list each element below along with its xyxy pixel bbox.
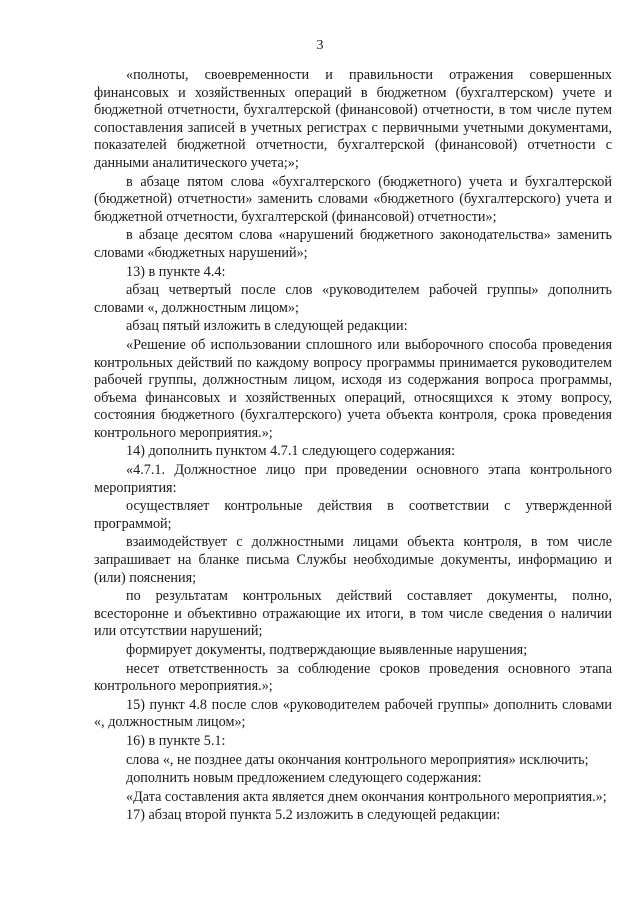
item-15-paragraph: 15) пункт 4.8 после слов «руководителем рабочей группы» дополнить словами «, должностным лицом»; xyxy=(94,696,612,731)
paragraph-fourth-clause: абзац четвертый после слов «руководителем рабочей группы» дополнить словами «, должностным лицом»; xyxy=(94,282,612,316)
paragraph-tenth-clause: в абзаце десятом слова «нарушений бюджетного законодательства» заменить словами «бюджетных нарушений»; xyxy=(94,227,612,261)
paragraph-act-date: «Дата составления акта является днем окончания контрольного мероприятия.»; xyxy=(126,788,607,805)
item-14-heading: 14) дополнить пунктом 4.7.1 следующего содержания: xyxy=(126,443,456,460)
paragraph-decision-quote: «Решение об использовании сплошного или выборочного способа проведения контрольных действий по каждому вопросу программы принимается руководителем рабочей группы, должностным лицом, исходя из содержания вопроса программы, объема финансовых и хозяйственных операций, относящихся к этому вопросу, состояния бюджетного (бухгалтерского) учета объекта контроля, срока проведения контрольного мероприятия.»; xyxy=(94,336,612,441)
paragraph-accounting-completeness: «полноты, своевременности и правильности отражения совершенных финансовых и хозяйственных операций в бюджетном (бухгалтерском) учете и бюджетной отчетности, бухгалтерской (финансовой) отчетности, в том числе путем сопоставления записей в учетных регистрах с первичными учетными документами, показателей бюджетной отчетности, бухгалтерской (финансовой) отчетности с данными аналитического учета;»; xyxy=(94,67,612,171)
document-body xyxy=(94,67,612,825)
item-17-heading: 17) абзац второй пункта 5.2 изложить в следующей редакции: xyxy=(126,807,501,824)
paragraph-forms-documents: формирует документы, подтверждающие выявленные нарушения; xyxy=(126,642,528,658)
item-13-heading: 13) в пункте 4.4: xyxy=(126,263,226,280)
paragraph-exclude-words: слова «, не позднее даты окончания контрольного мероприятия» исключить; xyxy=(126,751,589,768)
paragraph-fifth-new-wording: абзац пятый изложить в следующей редакции: xyxy=(126,318,408,335)
item-16-heading: 16) в пункте 5.1: xyxy=(126,732,226,749)
paragraph-interaction: взаимодействует с должностными лицами объекта контроля, в том числе запрашивает на бланке письма Службы необходимые документы, информацию и (или) пояснения; xyxy=(94,534,612,586)
paragraph-results: по результатам контрольных действий составляет документы, полно, всесторонне и объективно отражающие их итоги, в том числе сведения о наличии или отсутствии нарушений; xyxy=(94,588,612,640)
paragraph-4-7-1: «4.7.1. Должностное лицо при проведении основного этапа контрольного мероприятия: xyxy=(94,462,612,496)
paragraph-control-actions: осуществляет контрольные действия в соответствии с утвержденной программой; xyxy=(94,498,612,532)
paragraph-fifth-clause: в абзаце пятом слова «бухгалтерского (бюджетного) учета и бухгалтерской (бюджетной) отчетности» заменить словами «бюджетного (бухгалтерского) учета и бюджетной отчетности, бухгалтерской (финансовой) отчетности»; xyxy=(94,173,612,225)
paragraph-add-sentence: дополнить новым предложением следующего содержания: xyxy=(126,770,482,787)
page-number: 3 xyxy=(316,38,324,53)
paragraph-responsibility: несет ответственность за соблюдение сроков проведения основного этапа контрольного мероприятия.»; xyxy=(94,660,612,695)
